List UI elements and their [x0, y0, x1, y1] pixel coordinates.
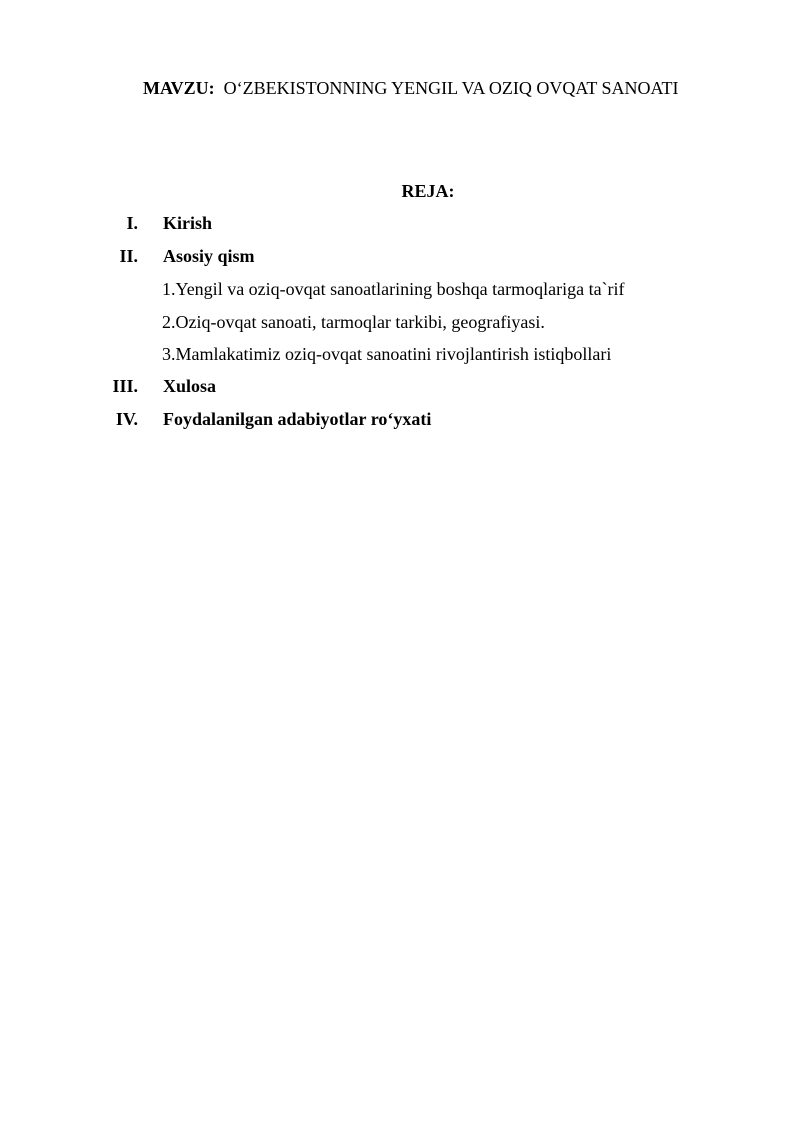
- plan-subitem: 3.Mamlakatimiz oziq-ovqat sanoatini rivojlantirish istiqbollari: [162, 344, 612, 364]
- plan-subitem: 2.Oziq-ovqat sanoati, tarmoqlar tarkibi, geografiyasi.: [162, 312, 545, 332]
- title-label: MAVZU:: [143, 78, 215, 98]
- plan-item-intro: [0, 212, 800, 236]
- plan-numeral: IV.: [115, 409, 138, 429]
- plan-item-text: Xulosa: [163, 376, 217, 396]
- plan-numeral: I.: [126, 213, 138, 233]
- plan-item-text: Asosiy qism: [163, 246, 255, 266]
- plan-item-references: [0, 408, 800, 432]
- plan-item-text: Kirish: [163, 213, 213, 233]
- plan-item-main: [0, 245, 800, 269]
- plan-numeral: III.: [112, 376, 138, 396]
- plan-item-text: Foydalanilgan adabiyotlar ro‘yxati: [163, 409, 432, 429]
- title-text: O‘ZBEKISTONNING YENGIL VA OZIQ OVQAT SANOATI: [223, 78, 679, 98]
- plan-heading: REJA:: [401, 181, 455, 201]
- document-title: [143, 77, 679, 99]
- plan-subitem: 1.Yengil va oziq-ovqat sanoatlarining boshqa tarmoqlariga ta`rif: [162, 279, 625, 299]
- plan-item-conclusion: [0, 375, 800, 399]
- plan-numeral: II.: [119, 246, 138, 266]
